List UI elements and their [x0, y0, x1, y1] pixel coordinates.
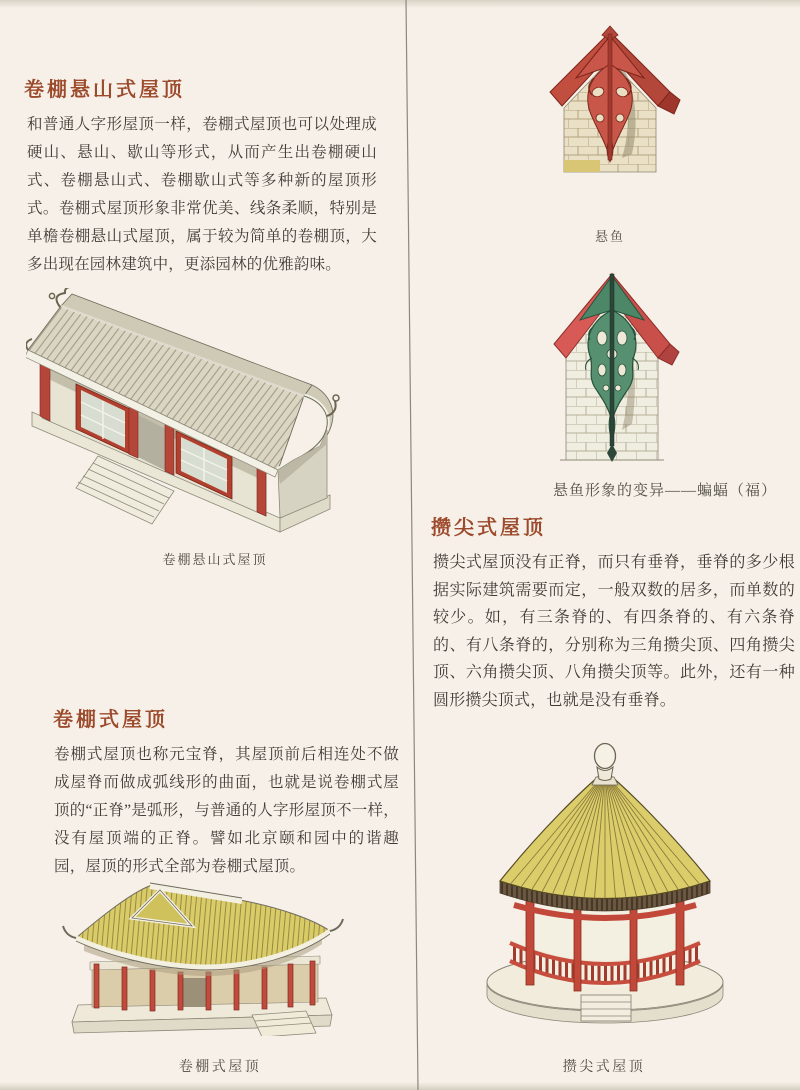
section-heading-cuanjian: 攒尖式屋顶: [431, 517, 546, 539]
figure-caption-juanpeng-building: 卷棚式屋顶: [178, 1060, 262, 1075]
xuanyu-bat-ornament-illustration: [536, 262, 688, 470]
section-body-juanpeng: 卷棚式屋顶也称元宝脊，其屋顶前后相连处不做成屋脊而做成弧线形的曲面，也就是说卷棚式屋顶的“正脊”是弧形，与普通的人字形屋顶不一样，没有屋顶端的正脊。譬如北京颐和园中的谐趣园，屋顶的形式全部为卷棚式屋顶。: [54, 746, 399, 875]
figure-xuanyu-bat-ornament: [536, 262, 688, 470]
figure-juanpeng-building: [62, 874, 347, 1036]
conical-roof: [500, 771, 710, 899]
xuanyu-ornament-illustration: [528, 20, 692, 220]
section-body-cuanjian: 攒尖式屋顶没有正脊，而只有垂脊，垂脊的多少根据实际建筑需要而定，一般双数的居多，而单数的较少。如，有三条脊的、有四条脊的、有六条脊的、有八条脊的，分别称为三角攒尖顶、四角攒尖顶、六角攒尖顶、八角攒尖顶等。此外，还有一种圆形攒尖顶式，也就是没有垂脊。: [433, 554, 795, 709]
page-bottom-edge-shadow: [0, 1082, 800, 1090]
figure-caption-xuanyu-bat: 悬鱼形象的变异——蝙蝠（福）: [552, 483, 777, 499]
juanpeng-building-illustration: [62, 874, 347, 1036]
section-body-juanpeng-xuanshan: 和普通人字形屋顶一样，卷棚式屋顶也可以处理成硬山、悬山、歇山等形式，从而产生出卷棚硬山式、卷棚悬山式、卷棚歇山式等多种新的屋顶形式。卷棚式屋顶形象非常优美、线条柔顺，特别是单檐卷棚悬山式屋顶，属于较为简单的卷棚顶，大多出现在园林建筑中，更添园林的优雅韵味。: [27, 116, 377, 273]
gourd-finial: [592, 744, 618, 786]
figure-xuanyu-ornament: [528, 20, 692, 220]
juanpeng-xuanshan-building-illustration: [26, 288, 366, 533]
figure-juanpeng-xuanshan-building: [26, 288, 366, 533]
cuanjian-pavilion-illustration: [480, 733, 730, 1025]
figure-caption-cuanjian-pavilion: 攒尖式屋顶: [562, 1060, 646, 1075]
figure-caption-xuanyu: 悬鱼: [594, 229, 625, 244]
section-heading-juanpeng: 卷棚式屋顶: [53, 709, 168, 731]
figure-caption-juanpeng-xuanshan-building: 卷棚悬山式屋顶: [162, 552, 268, 567]
section-heading-juanpeng-xuanshan: 卷棚悬山式屋顶: [24, 79, 185, 101]
figure-cuanjian-pavilion: [480, 733, 730, 1025]
front-steps: [581, 995, 631, 1021]
page-top-edge-shadow: [0, 0, 800, 8]
